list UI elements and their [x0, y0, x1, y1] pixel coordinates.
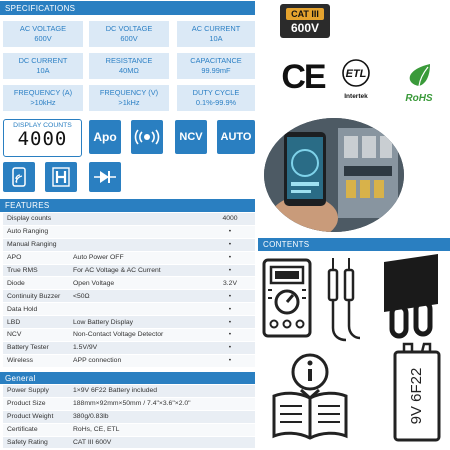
features-header [0, 199, 255, 212]
general-title: General [5, 373, 36, 383]
app-usage-photo [264, 118, 404, 232]
spec-value: 40MΩ [119, 66, 139, 75]
table-row [3, 329, 255, 342]
spec-label: FREQUENCY (A) [13, 88, 73, 97]
feature-name: Wireless [3, 354, 69, 367]
general-name: Product Size [3, 397, 69, 410]
feature-name: True RMS [3, 264, 69, 277]
table-row [3, 238, 255, 251]
table-row [3, 225, 255, 238]
data-hold-icon [45, 162, 77, 192]
feature-desc: APP connection [69, 354, 205, 367]
feature-name: Data Hold [3, 303, 69, 316]
apo-icon: Apo [89, 120, 121, 154]
feature-value: • [205, 290, 255, 303]
feature-value: • [205, 251, 255, 264]
feature-desc: 1.5V/9V [69, 341, 205, 354]
feature-value: • [205, 303, 255, 316]
specifications-header [0, 1, 255, 15]
general-value: 1×9V 6F22 Battery included [69, 385, 255, 397]
table-row [3, 303, 255, 316]
feature-desc: For AC Voltage & AC Current [69, 264, 205, 277]
table-row [3, 290, 255, 303]
spec-cell [177, 53, 255, 79]
etl-mark-icon [338, 58, 374, 100]
etl-circle-icon [338, 58, 374, 88]
table-row [3, 251, 255, 264]
table-row [3, 277, 255, 290]
rohs-text: RoHS [405, 93, 433, 104]
general-header [0, 372, 255, 384]
feature-value: 3.2V [205, 277, 255, 290]
spec-label: CAPACITANCE [190, 56, 242, 65]
feature-value: • [205, 354, 255, 367]
spec-cell [89, 21, 169, 47]
feature-name: Continuity Buzzer [3, 290, 69, 303]
spec-cell [3, 85, 83, 111]
spec-cell [177, 21, 255, 47]
contents-title: CONTENTS [263, 240, 310, 249]
feature-desc: Low Battery Display [69, 316, 205, 329]
table-row [3, 410, 255, 423]
feature-value: • [205, 225, 255, 238]
cat-rating-voltage: 600V [290, 21, 320, 35]
feature-desc [69, 238, 205, 251]
spec-value: >10kHz [30, 98, 56, 107]
spec-value: 10A [36, 66, 50, 75]
general-name: Certificate [3, 423, 69, 436]
spec-label: DC CURRENT [18, 56, 68, 65]
feature-value: • [205, 238, 255, 251]
feature-desc [69, 213, 205, 225]
feature-desc: Open Voltage [69, 277, 205, 290]
feature-value: 4000 [205, 213, 255, 225]
general-name: Power Supply [3, 385, 69, 397]
etl-sub-label: Intertek [344, 93, 368, 100]
spec-cell [89, 53, 169, 79]
feature-name: LBD [3, 316, 69, 329]
feature-name: Auto Ranging [3, 225, 69, 238]
user-manual-icon [270, 352, 350, 442]
general-value: 380g/0.83lb [69, 410, 255, 423]
spec-label: DC VOLTAGE [105, 24, 153, 33]
features-table [3, 213, 255, 368]
spec-cell [177, 85, 255, 111]
wireless-app-icon [3, 162, 35, 192]
table-row [3, 316, 255, 329]
general-name: Safety Rating [3, 436, 69, 449]
rohs-leaf-icon [396, 62, 442, 88]
continuity-buzzer-icon [131, 120, 163, 154]
feature-name: Display counts [3, 213, 69, 225]
test-leads-icon [322, 256, 362, 342]
table-row [3, 397, 255, 410]
table-row [3, 354, 255, 367]
battery-9v-icon [392, 342, 442, 442]
spec-value: 600V [120, 34, 138, 43]
table-row [3, 436, 255, 449]
feature-desc: <50Ω [69, 290, 205, 303]
cat-rating-label: CAT III [286, 8, 324, 20]
rohs-mark-icon [396, 62, 442, 102]
table-row [3, 213, 255, 225]
feature-desc: Non-Contact Voltage Detector [69, 329, 205, 342]
general-value: CAT III 600V [69, 436, 255, 449]
feature-desc: Auto Power OFF [69, 251, 205, 264]
etl-text: ETL [345, 68, 367, 80]
multimeter-icon [262, 258, 312, 338]
carry-pouch-icon [378, 252, 444, 340]
spec-value: 99.99mF [201, 66, 231, 75]
spec-label: AC CURRENT [191, 24, 241, 33]
general-table [3, 385, 255, 449]
diode-icon [89, 162, 121, 192]
battery-label: 9V 6F22 [407, 367, 425, 425]
spec-value: >1kHz [118, 98, 140, 107]
spec-label: FREQUENCY (V) [99, 88, 159, 97]
cat-rating-badge [280, 4, 330, 38]
feature-value: • [205, 329, 255, 342]
feature-name: NCV [3, 329, 69, 342]
spec-value: 0.1%-99.9% [195, 98, 237, 107]
table-row [3, 423, 255, 436]
feature-name: APO [3, 251, 69, 264]
auto-range-icon: AUTO [217, 120, 255, 154]
feature-value: • [205, 264, 255, 277]
display-counts-box [3, 119, 82, 157]
spec-value: 600V [34, 34, 52, 43]
general-name: Product Weight [3, 410, 69, 423]
display-counts-value: 4000 [17, 128, 68, 150]
feature-value: • [205, 341, 255, 354]
spec-label: RESISTANCE [105, 56, 153, 65]
spec-cell [3, 53, 83, 79]
feature-value: • [205, 316, 255, 329]
ncv-icon: NCV [175, 120, 207, 154]
spec-label: DUTY CYCLE [192, 88, 240, 97]
features-title: FEATURES [5, 201, 50, 210]
ce-mark-icon: CE [281, 57, 325, 96]
general-value: 188mm×92mm×50mm / 7.4"×3.6"×2.0" [69, 397, 255, 410]
feature-name: Manual Ranging [3, 238, 69, 251]
general-value: RoHs, CE, ETL [69, 423, 255, 436]
feature-desc [69, 225, 205, 238]
table-row [3, 264, 255, 277]
contents-header [258, 238, 450, 251]
table-row [3, 385, 255, 397]
specifications-title: SPECIFICATIONS [5, 3, 76, 13]
spec-cell [89, 85, 169, 111]
display-counts-label: DISPLAY COUNTS [13, 122, 72, 129]
table-row [3, 341, 255, 354]
feature-name: Diode [3, 277, 69, 290]
spec-label: AC VOLTAGE [19, 24, 67, 33]
spec-cell [3, 21, 83, 47]
feature-desc [69, 303, 205, 316]
spec-value: 10A [209, 34, 223, 43]
feature-name: Battery Tester [3, 341, 69, 354]
